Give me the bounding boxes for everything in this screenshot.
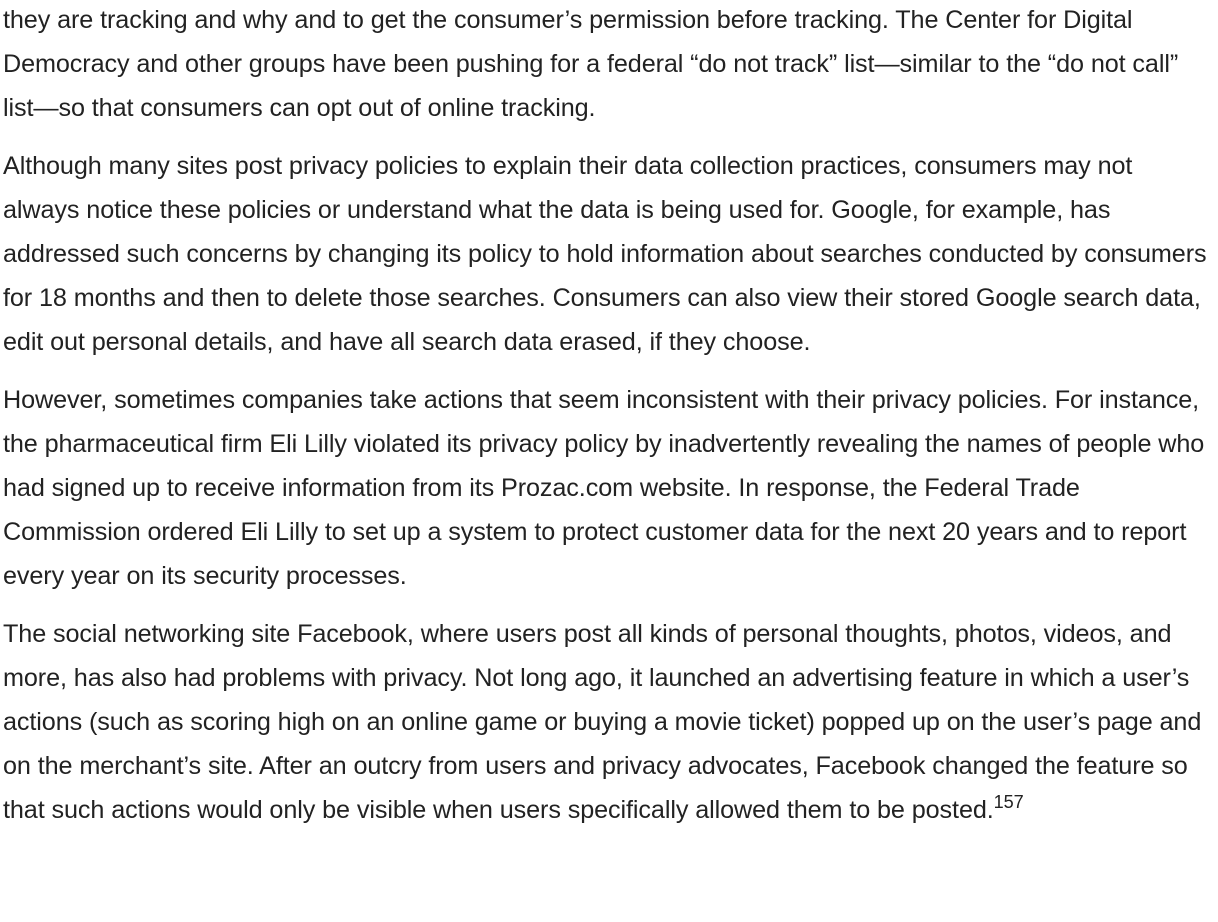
paragraph-privacy-policies: Although many sites post privacy policies to explain their data collection practices, consumers may not always notice these policies or understand what the data is being used for. Google, for example, has addressed such concerns by changing its policy to hold information about searches conducted by consumers for 18 months and then to delete those searches. Consumers can also view their stored Google search data, edit out personal details, and have all search data erased, if they choose. [3, 152, 1207, 356]
document-body [3, 0, 1215, 846]
paragraph-facebook [3, 612, 1215, 832]
paragraph-facebook-text: The social networking site Facebook, where users post all kinds of personal thoughts, photos, videos, and more, has also had problems with privacy. Not long ago, it launched an advertising feature in which a user’s actions (such as scoring high on an online game or buying a movie ticket) popped up on the user’s page and on the merchant’s site. After an outcry from users and privacy advocates, Facebook changed the feature so that such actions would only be visible when users specifically allowed them to be posted. [3, 620, 1202, 824]
paragraph-do-not-track: they are tracking and why and to get the consumer’s permission before tracking. The Center for Digital Democracy and other groups have been pushing for a federal “do not track” list—similar to the “do not call” list—so that consumers can opt out of online tracking. [3, 6, 1179, 122]
footnote-reference[interactable]: 157 [993, 791, 1024, 812]
paragraph-eli-lilly: However, sometimes companies take actions that seem inconsistent with their privacy policies. For instance, the pharmaceutical firm Eli Lilly violated its privacy policy by inadvertently revealing the names of people who had signed up to receive information from its Prozac.com website. In response, the Federal Trade Commission ordered Eli Lilly to set up a system to protect customer data for the next 20 years and to report every year on its security processes. [3, 386, 1205, 590]
